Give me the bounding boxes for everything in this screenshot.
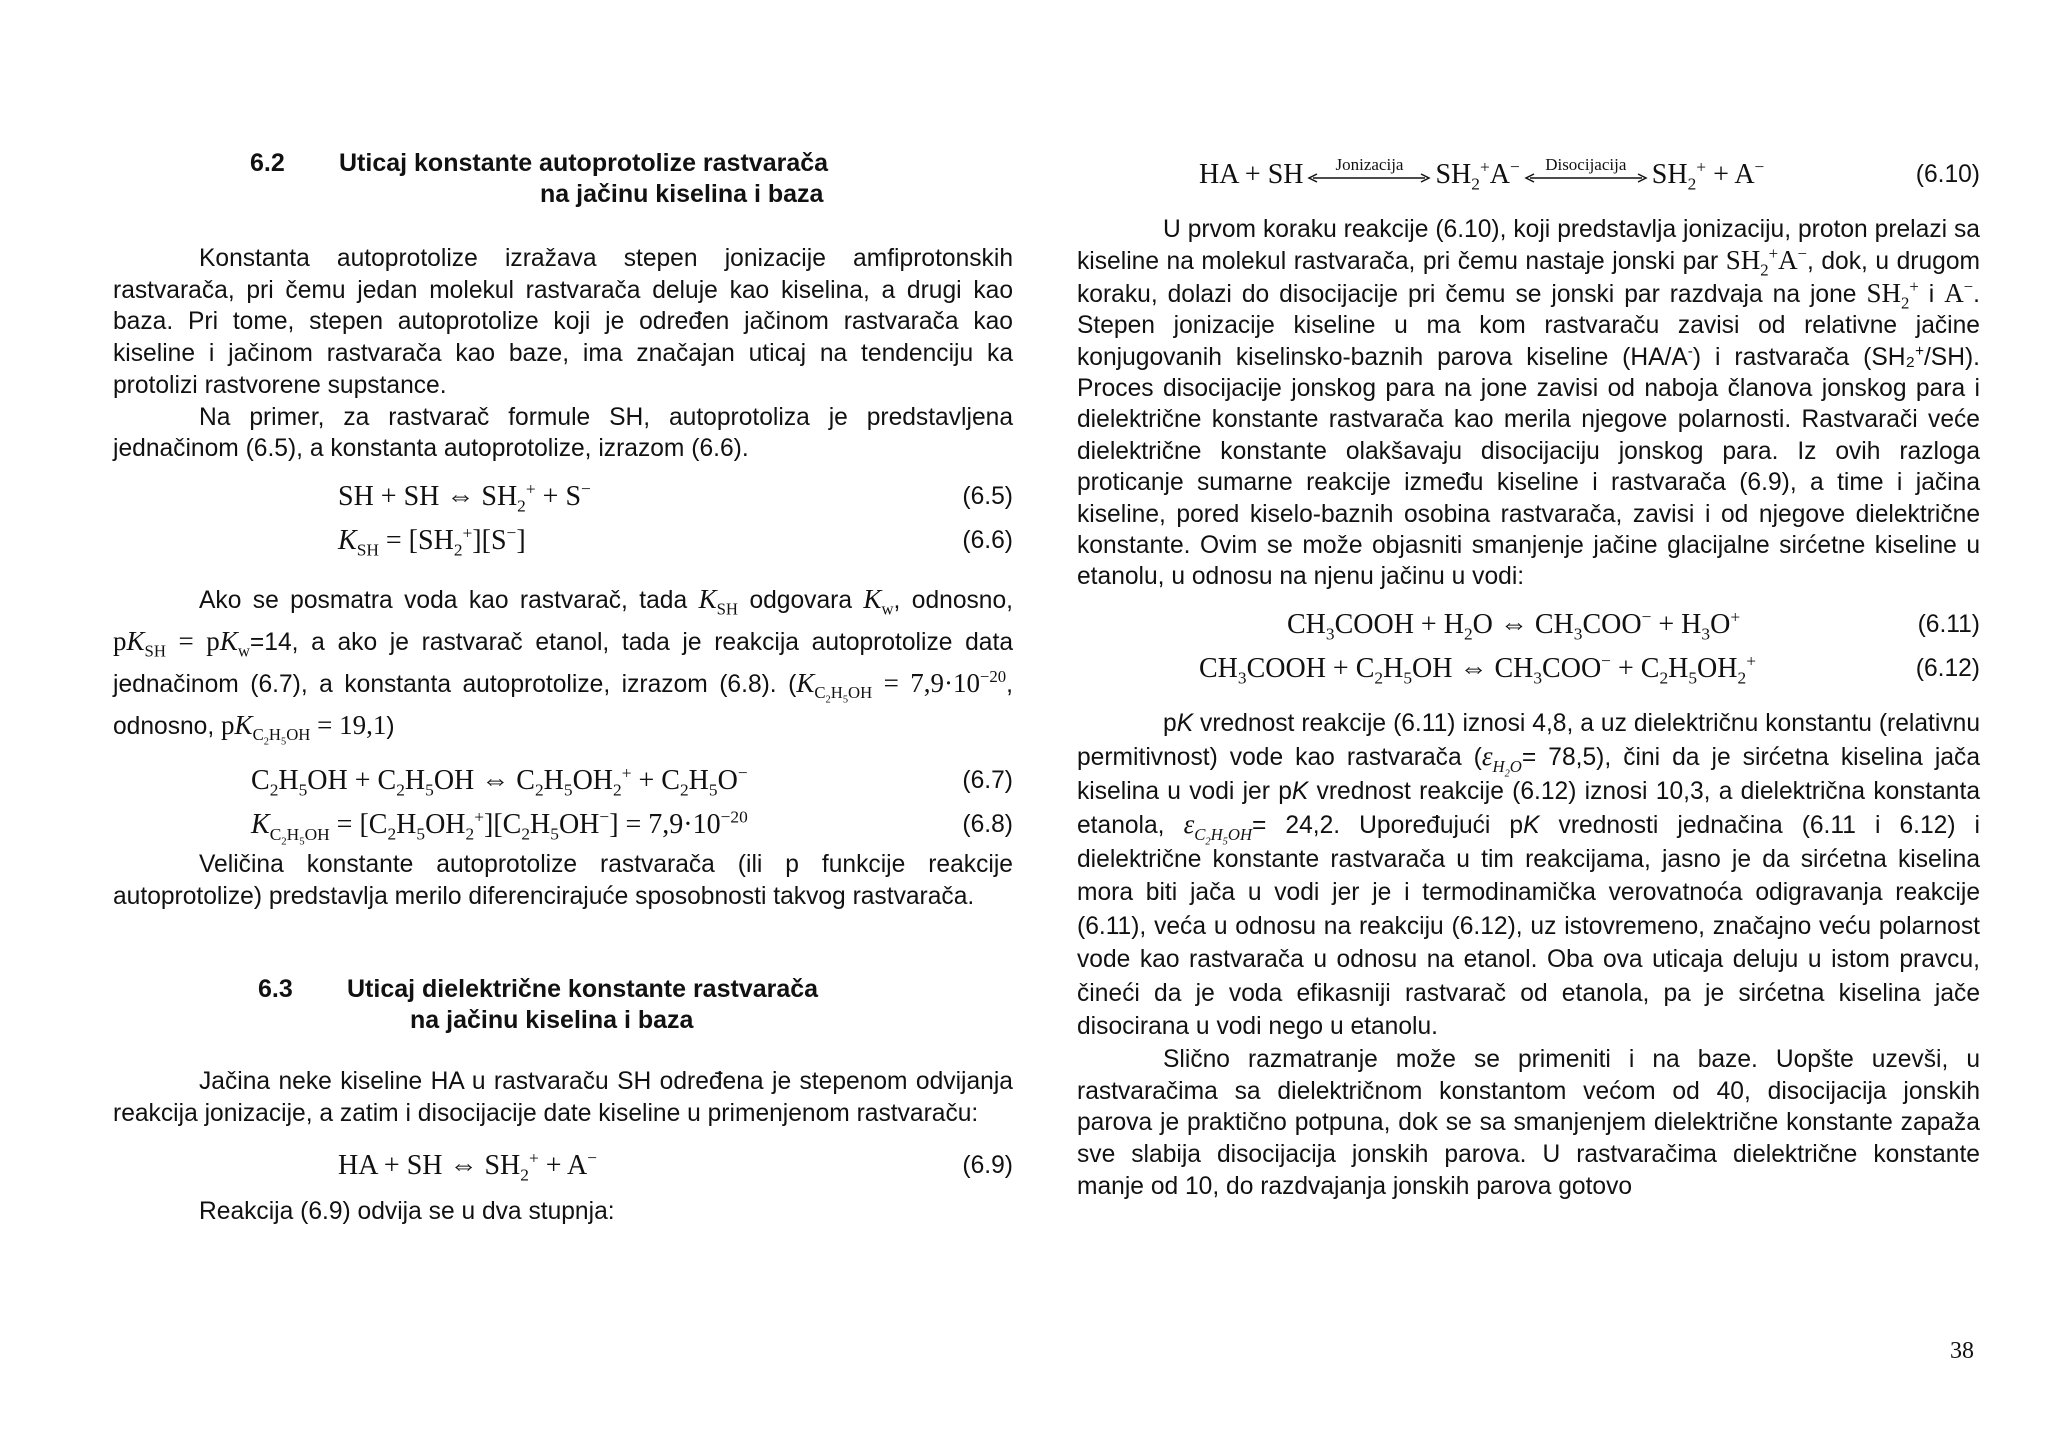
equation-number: (6.9) [962,1151,1013,1179]
paragraph-pk-comparison: pK vrednost reakcije (6.11) iznosi 4,8, a uz dielektričnu konstantu (relativnu permitivnost) vode kao rastvarača $(\varepsilon_{H_2O}= 78,5)$, čini da je sirćetna kiselina jača kiselina u vodi jer pK vrednost reakcije (6.12) iznosi 10,3, a dielektrična konstanta etanola, $\varepsilon_{C_2H_5OH}= 24,2$. Upoređujući pK vrednosti jednačina (6.11 i 6.12) i dielektrične konstante rastvarača u tim reakcijama, jasno je da sirćetna kiselina mora biti jača u vodi jer je i termodinamička verovatnoća odigravanja reakcije (6.11), veća u odnosu na reakciju (6.12), uz istovremeno, značajno veću polarnost vode kao rastvarača u odnosu na etanol. Oba ova uticaja deluju u istom pravcu, čineći da je voda efikasniji rastvarač od etanola, pa je sirćetna kiselina jače disocirana u vodi nego u etanolu. [1077,709,1981,1041]
section-heading-6-3 [258,974,910,1036]
paragraph-bases: Slično razmatranje može se primeniti i na baze. Uopšte uzevši, u rastvaračima sa dielektričnom konstantom većom od 40, disocijacija jonskih parova je praktično potpuna, dok se sa smanjenjem dielektrične konstante zapaža sve slabija disocijacija jonskih parova. U rastvaračima dielektrične konstante manje od 10, do razdvajanja jonskih parova gotovo [1077,1045,1980,1200]
equation-6-11: $CH_3COOH + H_2O$ ⇔ $CH_3COO^- + H_3O^+$ (6.11) [1077,605,1980,645]
dissociation-arrow [1524,154,1648,192]
equation-6-7: $C_2H_5OH + C_2H_5OH$ ⇔ $C_2H_5OH_2^+ + C_2H_5O^-$ (6.7) [113,761,1013,801]
ionization-label: Jonizacija [1335,154,1404,174]
paragraph-water-ethanol: Ako se posmatra voda kao rastvarač, tada $K_{SH}$ odgovara $K_w$, odnosno, $pK_{SH} = pK_w=14$, a ako je rastvarač etanol, tada je reakcija autoprotolize data jednačinom (6.7), a konstanta autoprotolize, izrazom (6.8). ($K_{C_2H_5OH} = 7,9\cdot 10^{-20}$, odnosno, $pK_{C_2H_5OH} = 19,1$) [113,583,1014,748]
section-number: 6.2 [250,149,285,177]
paragraph-ionization-dissociation: U prvom koraku reakcije (6.10), koji predstavlja jonizaciju, proton prelazi sa kiseline na molekul rastvarača, pri čemu nastaje jonski par $SH_2^+A^-$, dok, u drugom koraku, dolazi do disocijacije pri čemu se jonski par razdvaja na jone $SH_2^+$ i A−. Stepen jonizacije kiseline u ma kom rastvaraču zavisi od relativne jačine konjugovanih kiselinsko-baznih parova kiseline (HA/A-) i rastvarača (SH₂+/SH). Proces disocijacije jonskog para na jone zavisi od naboja članova jonskog para i dielektrične konstante rastvarača kao merila njegove polarnosti. Rastvarači veće dielektrične konstante olakšavaju disocijaciju jonskog para. Iz ovih razloga proticanje sumarne reakcije između kiseline i rastvarača (6.9), a time i jačina kiseline, pored kiselo-baznih osobina rastvarača, zavisi i od njegove dielektrične konstante. Ovim se može objasniti smanjenje jačine glacijalne sirćetne kiseline u etanolu, u odnosu na njenu jačinu u vodi: [1077,216,1980,591]
equation-number: (6.12) [1915,654,1980,682]
equation-6-10: HA + SH Jonizacija $SH_2^+A^-$ Disocijacija $SH_2^+ + A^-$ (6.10) [1077,152,1980,198]
page-number: 38 [1950,1338,1974,1364]
section-heading-6-2 [250,148,902,210]
paragraph-sh-example: Na primer, za rastvarač formule SH, autoprotoliza je predstavljena jednačinom (6.5), a konstanta autoprotolize, izrazom (6.6). [113,403,1013,463]
paragraph-differentiating-ability: Veličina konstante autoprotolize rastvarača (ili p funkcije reakcije autoprotolize) predstavlja merilo diferencirajuće sposobnosti takvog rastvarača. [113,850,1013,910]
section-number: 6.3 [258,975,293,1004]
equation-6-9: HA + SH ⇔ $SH_2^+ + A^-$ (6.9) [113,1146,1013,1186]
left-column [113,148,1013,1227]
equation-number: (6.7) [962,766,1013,794]
equation-number: (6.8) [962,810,1013,838]
right-column [1077,148,1980,1202]
ionization-arrow [1307,154,1431,192]
section-title-line2: na jačinu kiselina i baza [540,180,824,208]
section-title-line1: Uticaj konstante autoprotolize rastvarača [339,149,829,177]
equation-6-5: SH + SH ⇔ $SH_2^+ + S^-$ (6.5) [113,477,1013,517]
equation-number: (6.11) [1917,610,1980,638]
equation-6-6: $K_{SH} = [SH_2^+][S^-]$ (6.6) [113,521,1013,561]
section-title-line1: Uticaj dielektrične konstante rastvarača [347,975,819,1004]
paragraph-two-stages: Reakcija (6.9) odvija se u dva stupnja: [199,1197,615,1225]
equation-number: (6.10) [1915,161,1980,188]
equation-6-12: $CH_3COOH + C_2H_5OH$ ⇔ $CH_3COO^- + C_2H_5OH_2^+$ (6.12) [1077,649,1980,689]
section-title-line2: na jačinu kiselina i baza [410,1006,694,1035]
equation-6-8: $K_{C_2H_5OH} = [C_2H_5OH_2^+][C_2H_5OH^-] = 7,9\cdot 10^{-20}$ (6.8) [113,805,1013,845]
paragraph-autoprotolysis-intro: Konstanta autoprotolize izražava stepen jonizacije amfiprotonskih rastvarača, pri čemu jedan molekul rastvarača deluje kao kiselina, a drugi kao baza. Pri tome, stepen autoprotolize koji je određen jačinom rastvarača kao kiseline i jačinom rastvarača kao baze, ima značajan uticaj na tendenciju ka protolizi rastvorene supstance. [113,245,1013,399]
equation-number: (6.5) [962,482,1013,510]
equation-number: (6.6) [962,526,1013,554]
paragraph-acid-strength: Jačina neke kiseline HA u rastvaraču SH određena je stepenom odvijanja reakcija jonizacije, a zatim i disocijacije date kiseline u primenjenom rastvaraču: [113,1068,1013,1128]
dissociation-label: Disocijacija [1545,154,1627,174]
